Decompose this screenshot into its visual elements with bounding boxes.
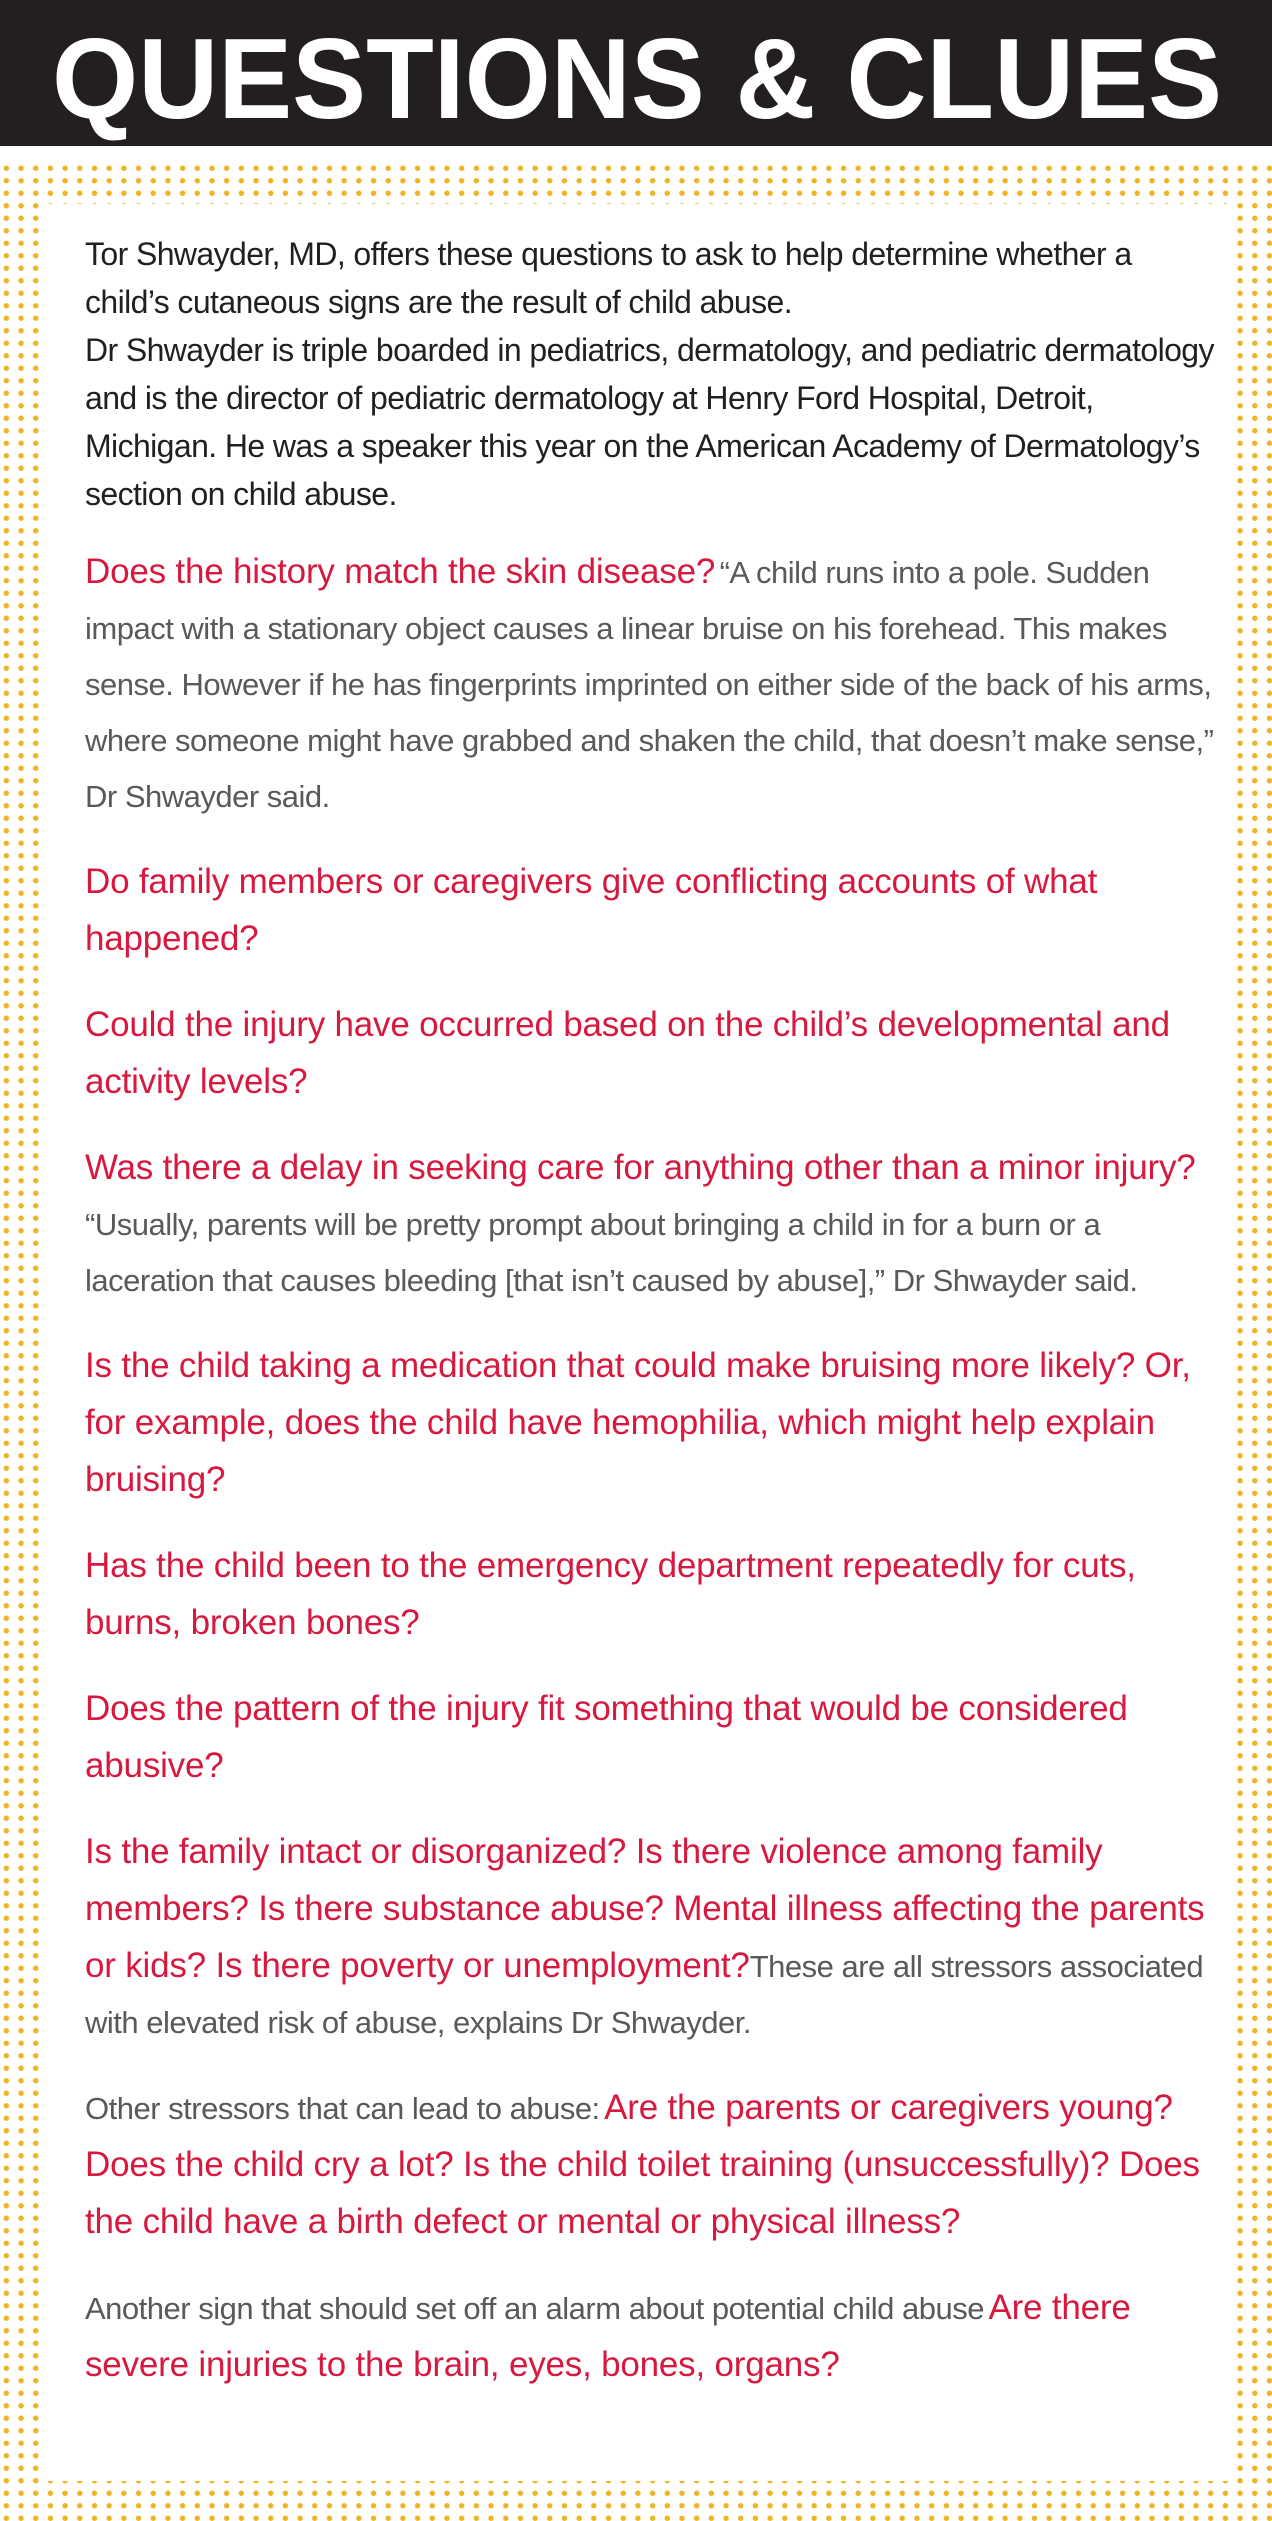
clue-item — [85, 547, 1215, 828]
intro-paragraph — [85, 230, 1215, 518]
question: Does the pattern of the injury fit something that would be considered abusive? — [85, 1689, 1128, 1785]
question: Is the child taking a medication that could make bruising more likely? Or, for example, does the child have hemophilia, which might help explain bruising? — [85, 1346, 1191, 1499]
clue-item — [85, 857, 1215, 971]
clue-item — [85, 1143, 1215, 1312]
question: Are the parents or caregivers young? Does the child cry a lot? Is the child toilet training (unsuccessfully)? Does the child have a birth defect or mental or physical illness? — [85, 2088, 1200, 2241]
lead: Another sign that should set off an alarm about potential child abuse — [85, 2291, 984, 2326]
question: Was there a delay in seeking care for anything other than a minor injury? — [85, 1148, 1196, 1187]
question: Does the history match the skin disease? — [85, 552, 716, 591]
question: Has the child been to the emergency department repeatedly for cuts, burns, broken bones? — [85, 1546, 1136, 1642]
header-banner — [0, 0, 1272, 146]
clue-item — [85, 1000, 1215, 1114]
intro-line: Tor Shwayder, MD, offers these questions to ask to help determine whether a child’s cutaneous signs are the result of child abuse. — [85, 236, 1132, 320]
note: “A child runs into a pole. Sudden impact with a stationary object causes a linear bruise on his forehead. This makes sense. However if he has fingerprints imprinted on either side of the back of his arms, where someone might have grabbed and shaken the child, that doesn’t make sense,” Dr Shwayder said. — [85, 555, 1214, 814]
question: Are there severe injuries to the brain, eyes, bones, organs? — [85, 2288, 1131, 2384]
article-body — [85, 230, 1215, 2426]
dotted-border — [0, 160, 1272, 2521]
clue-item — [85, 1684, 1215, 1798]
question: Could the injury have occurred based on the child’s developmental and activity levels? — [85, 1005, 1170, 1101]
header-title-svg — [0, 0, 1272, 146]
note: These are all stressors associated with elevated risk of abuse, explains Dr Shwayder. — [85, 1949, 1204, 2040]
header-title: QUESTIONS & CLUES — [52, 16, 1222, 143]
clue-item — [85, 2083, 1215, 2254]
question: Is the family intact or disorganized? Is there violence among family members? Is there substance abuse? Mental illness affecting the parents or kids? Is there poverty or unemployment? — [85, 1832, 1205, 1985]
clue-item — [85, 2283, 1215, 2397]
author-bio: Dr Shwayder is triple boarded in pediatrics, dermatology, and pediatric dermatology and is the director of pediatric dermatology at Henry Ford Hospital, Detroit, Michigan. He was a speaker this year on the American Academy of Dermatology’s section on child abuse. — [85, 332, 1214, 512]
clue-item — [85, 1341, 1215, 1512]
clue-item — [85, 1827, 1215, 2054]
lead: Other stressors that can lead to abuse: — [85, 2091, 600, 2126]
clue-item — [85, 1541, 1215, 1655]
content-panel — [44, 204, 1230, 2481]
question: Do family members or caregivers give conflicting accounts of what happened? — [85, 862, 1098, 958]
note: “Usually, parents will be pretty prompt about bringing a child in for a burn or a laceration that causes bleeding [that isn’t caused by abuse],” Dr Shwayder said. — [85, 1207, 1138, 1298]
